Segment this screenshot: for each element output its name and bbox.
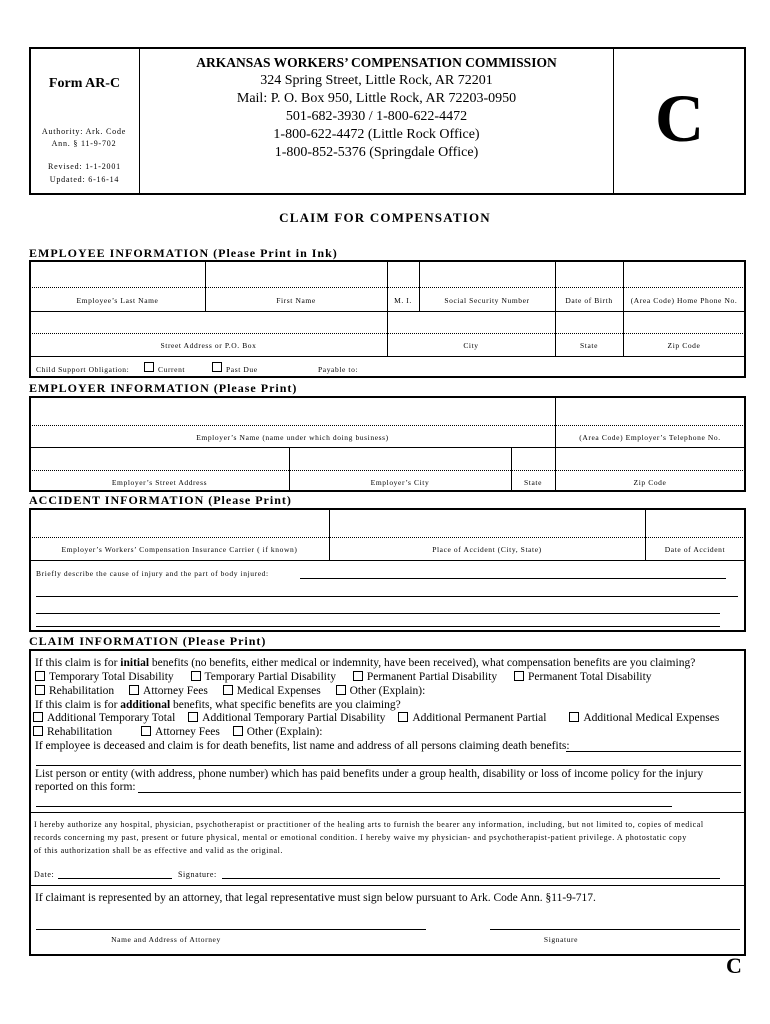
group-benefits-question-cont: reported on this form:	[35, 781, 136, 793]
child-support-label: Child Support Obligation:	[36, 365, 130, 374]
city-field[interactable]	[389, 313, 553, 332]
employer-fill-line	[30, 425, 745, 426]
initial-options-row-2	[33, 685, 425, 697]
group-benefits-line-2[interactable]	[36, 806, 672, 807]
employer-phone-label: (Area Code) Employer’s Telephone No.	[579, 433, 721, 442]
atp-label: Additional Temporary Partial Disability	[202, 712, 386, 724]
form-id: Form AR-C	[48, 76, 121, 91]
other-label: Other (Explain):	[349, 685, 426, 697]
ppd-checkbox[interactable]	[353, 671, 363, 681]
attorney-statement: If claimant is represented by an attorney, that legal representative must sign below pursuant to Ark. Code Ann. §11-9-717.	[35, 892, 596, 904]
zip-field[interactable]	[625, 313, 744, 332]
payable-to-label: Payable to:	[318, 365, 359, 374]
death-benefits-line-2[interactable]	[36, 765, 741, 766]
injury-description-line-3[interactable]	[36, 613, 720, 614]
springdale-phone: 1-800-852-5376 (Springdale Office)	[274, 145, 479, 160]
accident-row-line	[30, 560, 745, 561]
street-address-field[interactable]	[31, 313, 385, 332]
accident-fill-line	[30, 537, 745, 538]
injury-description-line-4[interactable]	[36, 626, 720, 627]
emp-row-line	[30, 356, 745, 357]
attorney-divider	[30, 885, 745, 886]
place-label: Place of Accident (City, State)	[432, 545, 542, 554]
mi-field[interactable]	[389, 262, 417, 286]
ssn-label: Social Security Number	[444, 296, 530, 305]
past-due-checkbox[interactable]	[212, 362, 222, 372]
other2-label: Other (Explain):	[246, 726, 323, 738]
ssn-field[interactable]	[421, 262, 553, 286]
rehab2-checkbox[interactable]	[33, 726, 43, 736]
medical-expenses-checkbox[interactable]	[223, 685, 233, 695]
emp-fill-line	[30, 287, 745, 288]
current-label: Current	[158, 365, 186, 374]
carrier-field[interactable]	[31, 511, 327, 536]
atp-checkbox[interactable]	[188, 712, 198, 722]
footer-letter: C	[726, 953, 742, 978]
attorney-name-label: Name and Address of Attorney	[111, 935, 221, 944]
commission-name: ARKANSAS WORKERS’ COMPENSATION COMMISSION	[196, 55, 557, 70]
home-phone-field[interactable]	[625, 262, 744, 286]
employer-zip-field[interactable]	[557, 449, 744, 469]
attorney-name-field[interactable]	[36, 929, 426, 930]
updated-date: Updated: 6-16-14	[49, 175, 120, 184]
accident-date-label: Date of Accident	[664, 545, 726, 554]
street-label: Street Address or P.O. Box	[160, 341, 257, 350]
emp-fill-line	[30, 333, 745, 334]
ame-label: Additional Medical Expenses	[583, 712, 720, 724]
employer-row-line	[30, 447, 745, 448]
commission-street: 324 Spring Street, Little Rock, AR 72201	[260, 73, 493, 88]
form-title: CLAIM FOR COMPENSATION	[279, 210, 491, 225]
attorney-fees-checkbox[interactable]	[129, 685, 139, 695]
medical-expenses-label: Medical Expenses	[236, 685, 321, 697]
tpd-label: Temporary Partial Disability	[204, 671, 336, 683]
rehab-label: Rehabilitation	[49, 685, 115, 697]
employer-phone-field[interactable]	[557, 399, 744, 424]
signature-label: Signature:	[178, 870, 217, 879]
employer-fill-line	[30, 470, 745, 471]
authorization-line-3: of this authorization shall be as effective and valid as the original.	[34, 846, 283, 855]
app-label: Additional Permanent Partial	[412, 712, 547, 724]
employer-city-label: Employer’s City	[370, 478, 430, 487]
ppd-label: Permanent Partial Disability	[366, 671, 498, 683]
employer-zip-label: Zip Code	[633, 478, 667, 487]
employer-name-label: Employer’s Name (name under which doing business)	[196, 433, 389, 442]
authority-text: Authority: Ark. Code Ann. § 11-9-702	[41, 127, 127, 148]
group-benefits-question: List person or entity (with address, phone number) which has paid benefits under a group health, disability or loss of income policy for the injury	[35, 768, 704, 780]
employee-section-heading: EMPLOYEE INFORMATION (Please Print in Ink)	[29, 246, 338, 260]
att-checkbox[interactable]	[33, 712, 43, 722]
initial-benefits-question: If this claim is for initial benefits (no benefits, either medical or indemnity, have been received), what compensation benefits are you claiming?	[35, 657, 696, 669]
commission-phone: 501-682-3930 / 1-800-622-4472	[285, 109, 468, 124]
injury-description-line-2[interactable]	[36, 596, 738, 597]
attorney-fees2-checkbox[interactable]	[141, 726, 151, 736]
past-due-label: Past Due	[226, 365, 258, 374]
carrier-label: Employer’s Workers’ Compensation Insurance Carrier ( if known)	[61, 545, 298, 554]
claim-section-heading: CLAIM INFORMATION (Please Print)	[29, 634, 267, 648]
employer-section-heading: EMPLOYER INFORMATION (Please Print)	[29, 381, 298, 395]
group-benefits-line-1[interactable]	[138, 792, 741, 793]
ptd-label: Permanent Total Disability	[528, 671, 652, 683]
last-name-field[interactable]	[31, 262, 203, 286]
additional-benefits-question: If this claim is for additional benefits, what specific benefits are you claiming?	[35, 699, 401, 711]
authorization-line-2: records concerning my past, present or future physical, mental or emotional condition. I hereby waive my physician- and psychotherapist-patient privilege. A photostatic copy	[34, 833, 687, 842]
state-field[interactable]	[557, 313, 621, 332]
ttd-checkbox[interactable]	[35, 671, 45, 681]
date-label: Date:	[34, 870, 55, 879]
home-phone-label: (Area Code) Home Phone No.	[630, 296, 738, 305]
ame-checkbox[interactable]	[569, 712, 579, 722]
rehab2-label: Rehabilitation	[47, 726, 113, 738]
revised-date: Revised: 1-1-2001	[48, 162, 121, 171]
first-name-label: First Name	[276, 296, 316, 305]
attorney-fees-label: Attorney Fees	[143, 685, 208, 697]
signature-field[interactable]	[222, 878, 720, 879]
attorney-fees2-label: Attorney Fees	[155, 726, 220, 738]
attorney-signature-label: Signature	[543, 935, 579, 944]
payable-to-field[interactable]	[362, 360, 742, 374]
att-label: Additional Temporary Total	[47, 712, 176, 724]
form-letter: C	[654, 80, 705, 156]
injury-description-line-1[interactable]	[300, 578, 726, 579]
initial-options-row-1	[33, 671, 652, 683]
first-name-field[interactable]	[207, 262, 385, 286]
death-benefits-question: If employee is deceased and claim is for death benefits, list name and address of all persons claiming death benefits:	[35, 740, 570, 752]
death-benefits-line-1[interactable]	[566, 751, 741, 752]
mi-label: M. I.	[394, 296, 412, 305]
dob-label: Date of Birth	[565, 296, 613, 305]
dob-field[interactable]	[557, 262, 621, 286]
accident-section-heading: ACCIDENT INFORMATION (Please Print)	[29, 493, 292, 507]
zip-label: Zip Code	[667, 341, 701, 350]
commission-mail: Mail: P. O. Box 950, Little Rock, AR 72203-0950	[236, 91, 517, 106]
authorization-line-1: I hereby authorize any hospital, physician, psychotherapist or practitioner of the healing arts to furnish the bearer any information, including, but not limited to, copies of medical	[34, 820, 704, 829]
employer-state-label: State	[524, 478, 542, 487]
ptd-checkbox[interactable]	[514, 671, 524, 681]
other2-checkbox[interactable]	[233, 726, 243, 736]
place-field[interactable]	[331, 511, 643, 536]
tpd-checkbox[interactable]	[191, 671, 201, 681]
additional-options-row-1	[31, 712, 719, 724]
little-rock-phone: 1-800-622-4472 (Little Rock Office)	[273, 127, 480, 142]
employer-state-field[interactable]	[513, 449, 553, 469]
employer-street-field[interactable]	[31, 449, 287, 469]
injury-description-label: Briefly describe the cause of injury and the part of body injured:	[36, 569, 269, 578]
ttd-label: Temporary Total Disability	[49, 671, 174, 683]
last-name-label: Employee’s Last Name	[76, 296, 159, 305]
current-checkbox[interactable]	[144, 362, 154, 372]
additional-options-row-2	[31, 726, 322, 738]
accident-date-field[interactable]	[647, 511, 744, 536]
rehab-checkbox[interactable]	[35, 685, 45, 695]
city-label: City	[463, 341, 479, 350]
app-checkbox[interactable]	[398, 712, 408, 722]
date-field[interactable]	[58, 878, 172, 879]
attorney-signature-field[interactable]	[490, 929, 740, 930]
state-label: State	[580, 341, 598, 350]
employer-city-field[interactable]	[291, 449, 509, 469]
employer-street-label: Employer’s Street Address	[111, 478, 208, 487]
other-checkbox[interactable]	[336, 685, 346, 695]
employer-name-field[interactable]	[31, 399, 553, 424]
authorization-divider	[30, 812, 745, 813]
